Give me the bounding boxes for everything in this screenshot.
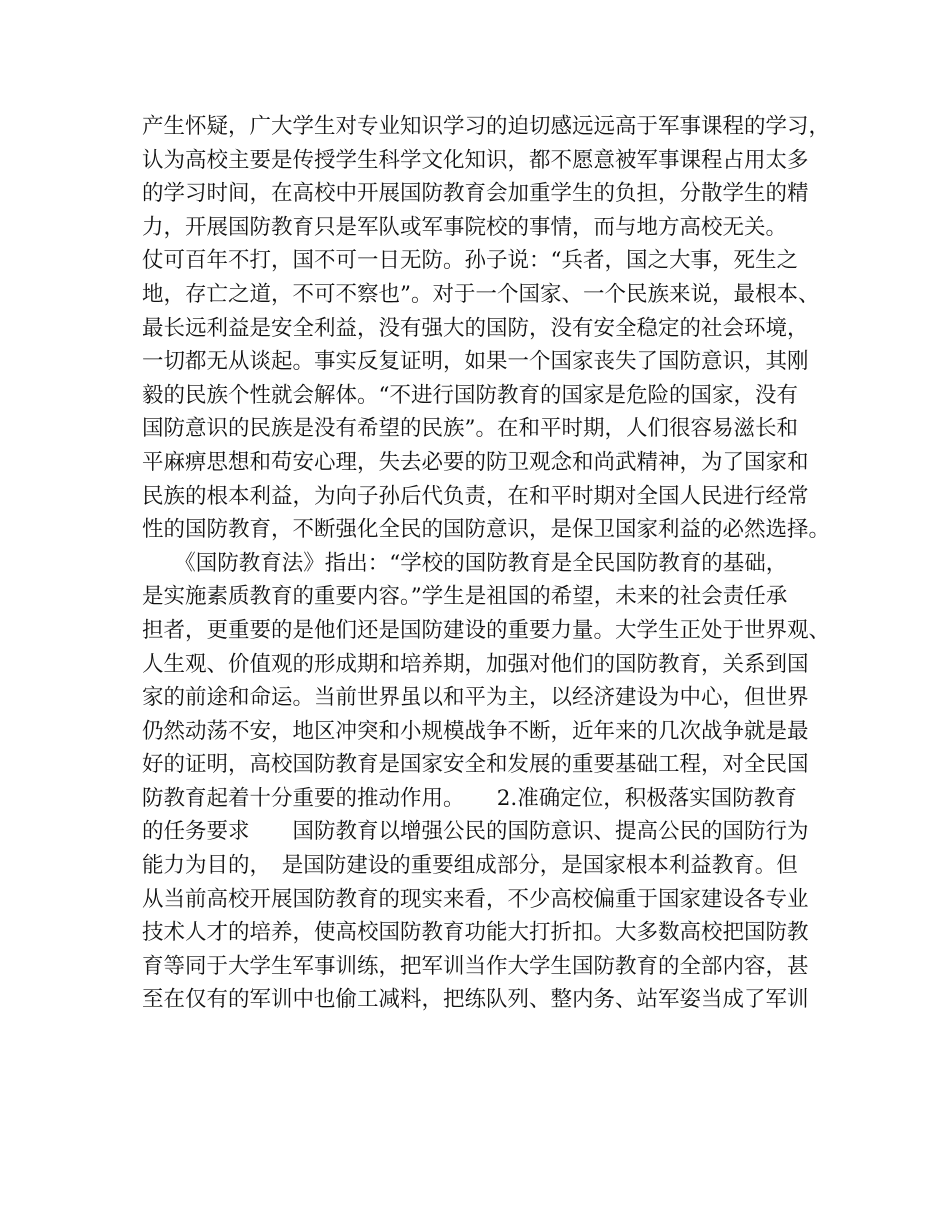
text-line: 民族的根本利益，为向子孙后代负责，在和平时期对全国人民进行经常 [142, 483, 809, 509]
body-text [142, 110, 832, 1017]
text-line: 防教育起着十分重要的推动作用。 2.准确定位，积极落实国防教育 [142, 785, 797, 811]
text-line: 地，存亡之道，不可不察也”。对于一个国家、一个民族来说，最根本、 [142, 281, 820, 307]
text-line: 家的前途和命运。当前世界虽以和平为主，以经济建设为中心，但世界 [142, 685, 809, 711]
text-line: 技术人才的培养，使高校国防教育功能大打折扣。大多数高校把国防教 [142, 920, 809, 946]
text-line: 毅的民族个性就会解体。“不进行国防教育的国家是危险的国家，没有 [142, 382, 798, 408]
text-line: 的任务要求 国防教育以增强公民的国防意识、提高公民的国防行为 [142, 819, 809, 845]
text-line: 最长远利益是安全利益，没有强大的国防，没有安全稳定的社会环境， [142, 315, 809, 341]
text-line: 是实施素质教育的重要内容。”学生是祖国的希望，未来的社会责任承 [142, 584, 788, 610]
text-line: 至在仅有的军训中也偷工减料，把练队列、整内务、站军姿当成了军训 [142, 987, 809, 1013]
text-line: 平麻痹思想和苟安心理，失去必要的防卫观念和尚武精神，为了国家和 [142, 449, 809, 475]
text-line: 能力为目的， 是国防建设的重要组成部分，是国家根本利益教育。但 [142, 853, 798, 879]
text-line: 一切都无从谈起。事实反复证明，如果一个国家丧失了国防意识，其刚 [142, 349, 809, 375]
text-line: 担者，更重要的是他们还是国防建设的重要力量。大学生正处于世界观、 [142, 617, 831, 643]
text-line: 国防意识的民族是没有希望的民族”。在和平时期，人们很容易滋长和 [142, 416, 798, 442]
text-line: 人生观、价值观的形成期和培养期，加强对他们的国防教育，关系到国 [142, 651, 809, 677]
text-line: 育等同于大学生军事训练，把军训当作大学生国防教育的全部内容，甚 [142, 953, 809, 979]
text-line: 性的国防教育，不断强化全民的国防意识，是保卫国家利益的必然选择。 [142, 517, 831, 543]
text-line: 从当前高校开展国防教育的现实来看，不少高校偏重于国家建设各专业 [142, 886, 809, 912]
text-line: 好的证明，高校国防教育是国家安全和发展的重要基础工程，对全民国 [142, 752, 809, 778]
text-line: 力，开展国防教育只是军队或军事院校的事情，而与地方高校无关。 [142, 214, 788, 240]
text-line: 的学习时间，在高校中开展国防教育会加重学生的负担，分散学生的精 [142, 181, 809, 207]
text-line: 仗可百年不打，国不可一日无防。孙子说：“兵者，国之大事，死生之 [142, 248, 798, 274]
text-line: 认为高校主要是传授学生科学文化知识，都不愿意被军事课程占用太多 [142, 147, 809, 173]
text-line: 仍然动荡不安，地区冲突和小规模战争不断，近年来的几次战争就是最 [142, 718, 809, 744]
text-line: 产生怀疑，广大学生对专业知识学习的迫切感远远高于军事课程的学习， [142, 114, 831, 139]
text-line: 《国防教育法》指出：“学校的国防教育是全民国防教育的基础， [142, 550, 788, 576]
